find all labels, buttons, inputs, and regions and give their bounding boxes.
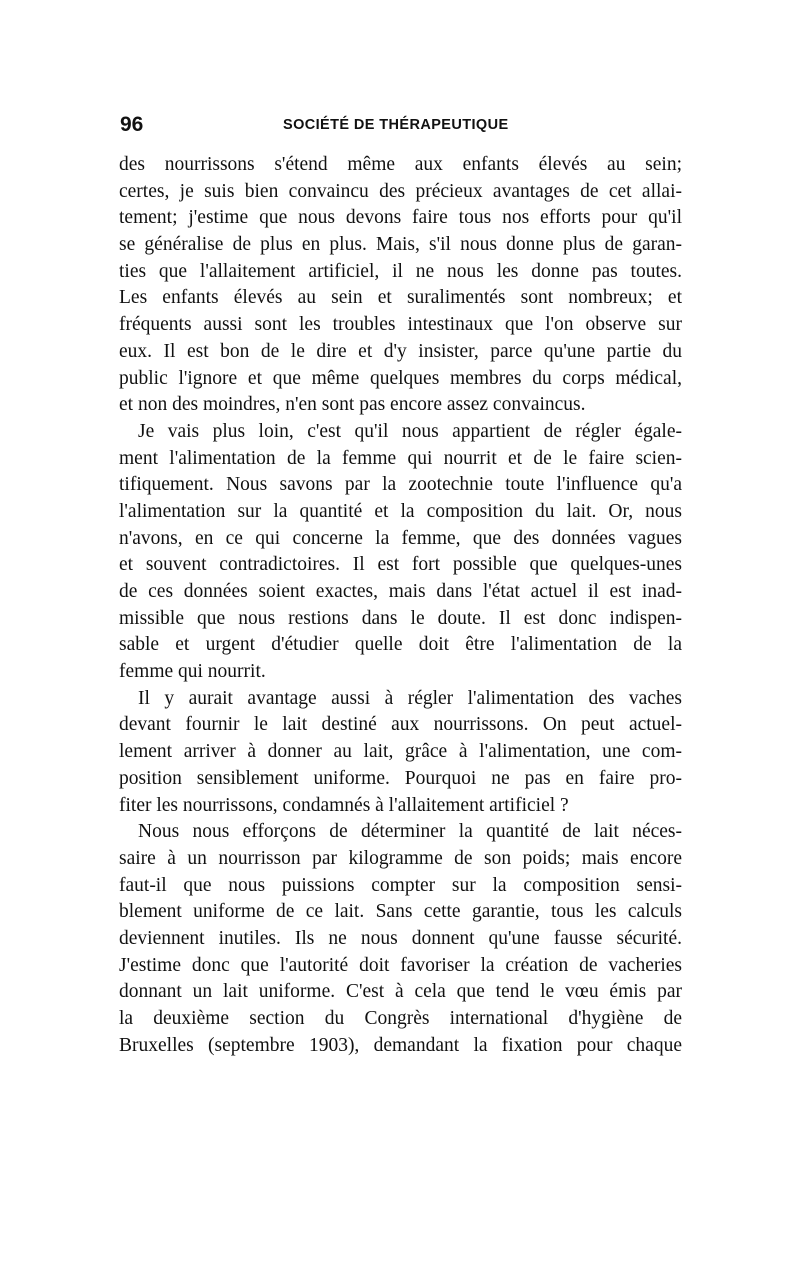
text-line: deviennent inutiles. Ils ne nous donnent qu'une fausse sécurité.: [119, 927, 682, 949]
text-line: Nous nous efforçons de déterminer la quantité de lait néces-: [138, 821, 682, 843]
paragraph: [119, 152, 682, 419]
text-line: et souvent contradictoires. Il est fort possible que quelques-unes: [119, 554, 682, 576]
page-header: [120, 113, 680, 143]
text-line: la deuxième section du Congrès international d'hygiène de: [119, 1008, 682, 1029]
text-line: de ces données soient exactes, mais dans l'état actuel il est inad-: [119, 581, 682, 602]
text-line: n'avons, en ce qui concerne la femme, que des données vagues: [119, 527, 682, 549]
text-line: sable et urgent d'étudier quelle doit être l'alimentation de la: [119, 634, 682, 656]
text-line: J'estime donc que l'autorité doit favoriser la création de vacheries: [119, 954, 682, 976]
text-line: fréquents aussi sont les troubles intestinaux que l'on observe sur: [119, 314, 682, 336]
text-line: et non des moindres, n'en sont pas encore assez convaincus.: [119, 394, 586, 416]
text-line: Les enfants élevés au sein et suralimentés sont nombreux; et: [119, 287, 682, 309]
text-line: eux. Il est bon de le dire et d'y insister, parce qu'une partie du: [119, 340, 682, 362]
paragraph: [119, 419, 682, 686]
text-line: Il y aurait avantage aussi à régler l'alimentation des vaches: [138, 687, 682, 709]
text-line: faut-il que nous puissions compter sur la composition sensi-: [119, 874, 682, 896]
text-line: blement uniforme de ce lait. Sans cette garantie, tous les calculs: [119, 901, 682, 923]
text-line: ment l'alimentation de la femme qui nourrit et de le faire scien-: [119, 447, 682, 469]
text-line: donnant un lait uniforme. C'est à cela que tend le vœu émis par: [119, 981, 682, 1003]
text-line: tement; j'estime que nous devons faire tous nos efforts pour qu'il: [119, 207, 682, 229]
text-line: devant fournir le lait destiné aux nourrissons. On peut actuel-: [119, 714, 682, 736]
running-head: SOCIÉTÉ DE THÉRAPEUTIQUE: [283, 117, 509, 133]
paragraph: [119, 819, 682, 1059]
text-line: position sensiblement uniforme. Pourquoi ne pas en faire pro-: [119, 767, 682, 789]
text-line: certes, je suis bien convaincu des précieux avantages de cet allai-: [119, 180, 682, 202]
text-line: femme qui nourrit.: [119, 661, 266, 683]
text-line: tifiquement. Nous savons par la zootechnie toute l'influence qu'a: [119, 474, 682, 496]
body-text: [119, 152, 682, 1059]
text-line: fiter les nourrissons, condamnés à l'allaitement artificiel ?: [119, 794, 569, 816]
page-number: 96: [120, 113, 144, 136]
text-line: missible que nous restions dans le doute. Il est donc indispen-: [119, 607, 682, 629]
text-line: saire à un nourrisson par kilogramme de son poids; mais encore: [119, 847, 682, 869]
text-line: ties que l'allaitement artificiel, il ne nous les donne pas toutes.: [119, 260, 682, 282]
text-line: Je vais plus loin, c'est qu'il nous appartient de régler égale-: [138, 420, 682, 442]
text-line: Bruxelles (septembre 1903), demandant la fixation pour chaque: [119, 1034, 682, 1056]
text-line: se généralise de plus en plus. Mais, s'il nous donne plus de garan-: [119, 234, 682, 256]
text-line: l'alimentation sur la quantité et la composition du lait. Or, nous: [119, 500, 682, 522]
text-line: des nourrissons s'étend même aux enfants élevés au sein;: [119, 154, 682, 175]
text-line: lement arriver à donner au lait, grâce à l'alimentation, une com-: [119, 741, 682, 763]
paragraph: [119, 686, 682, 819]
text-line: public l'ignore et que même quelques membres du corps médical,: [119, 367, 682, 389]
